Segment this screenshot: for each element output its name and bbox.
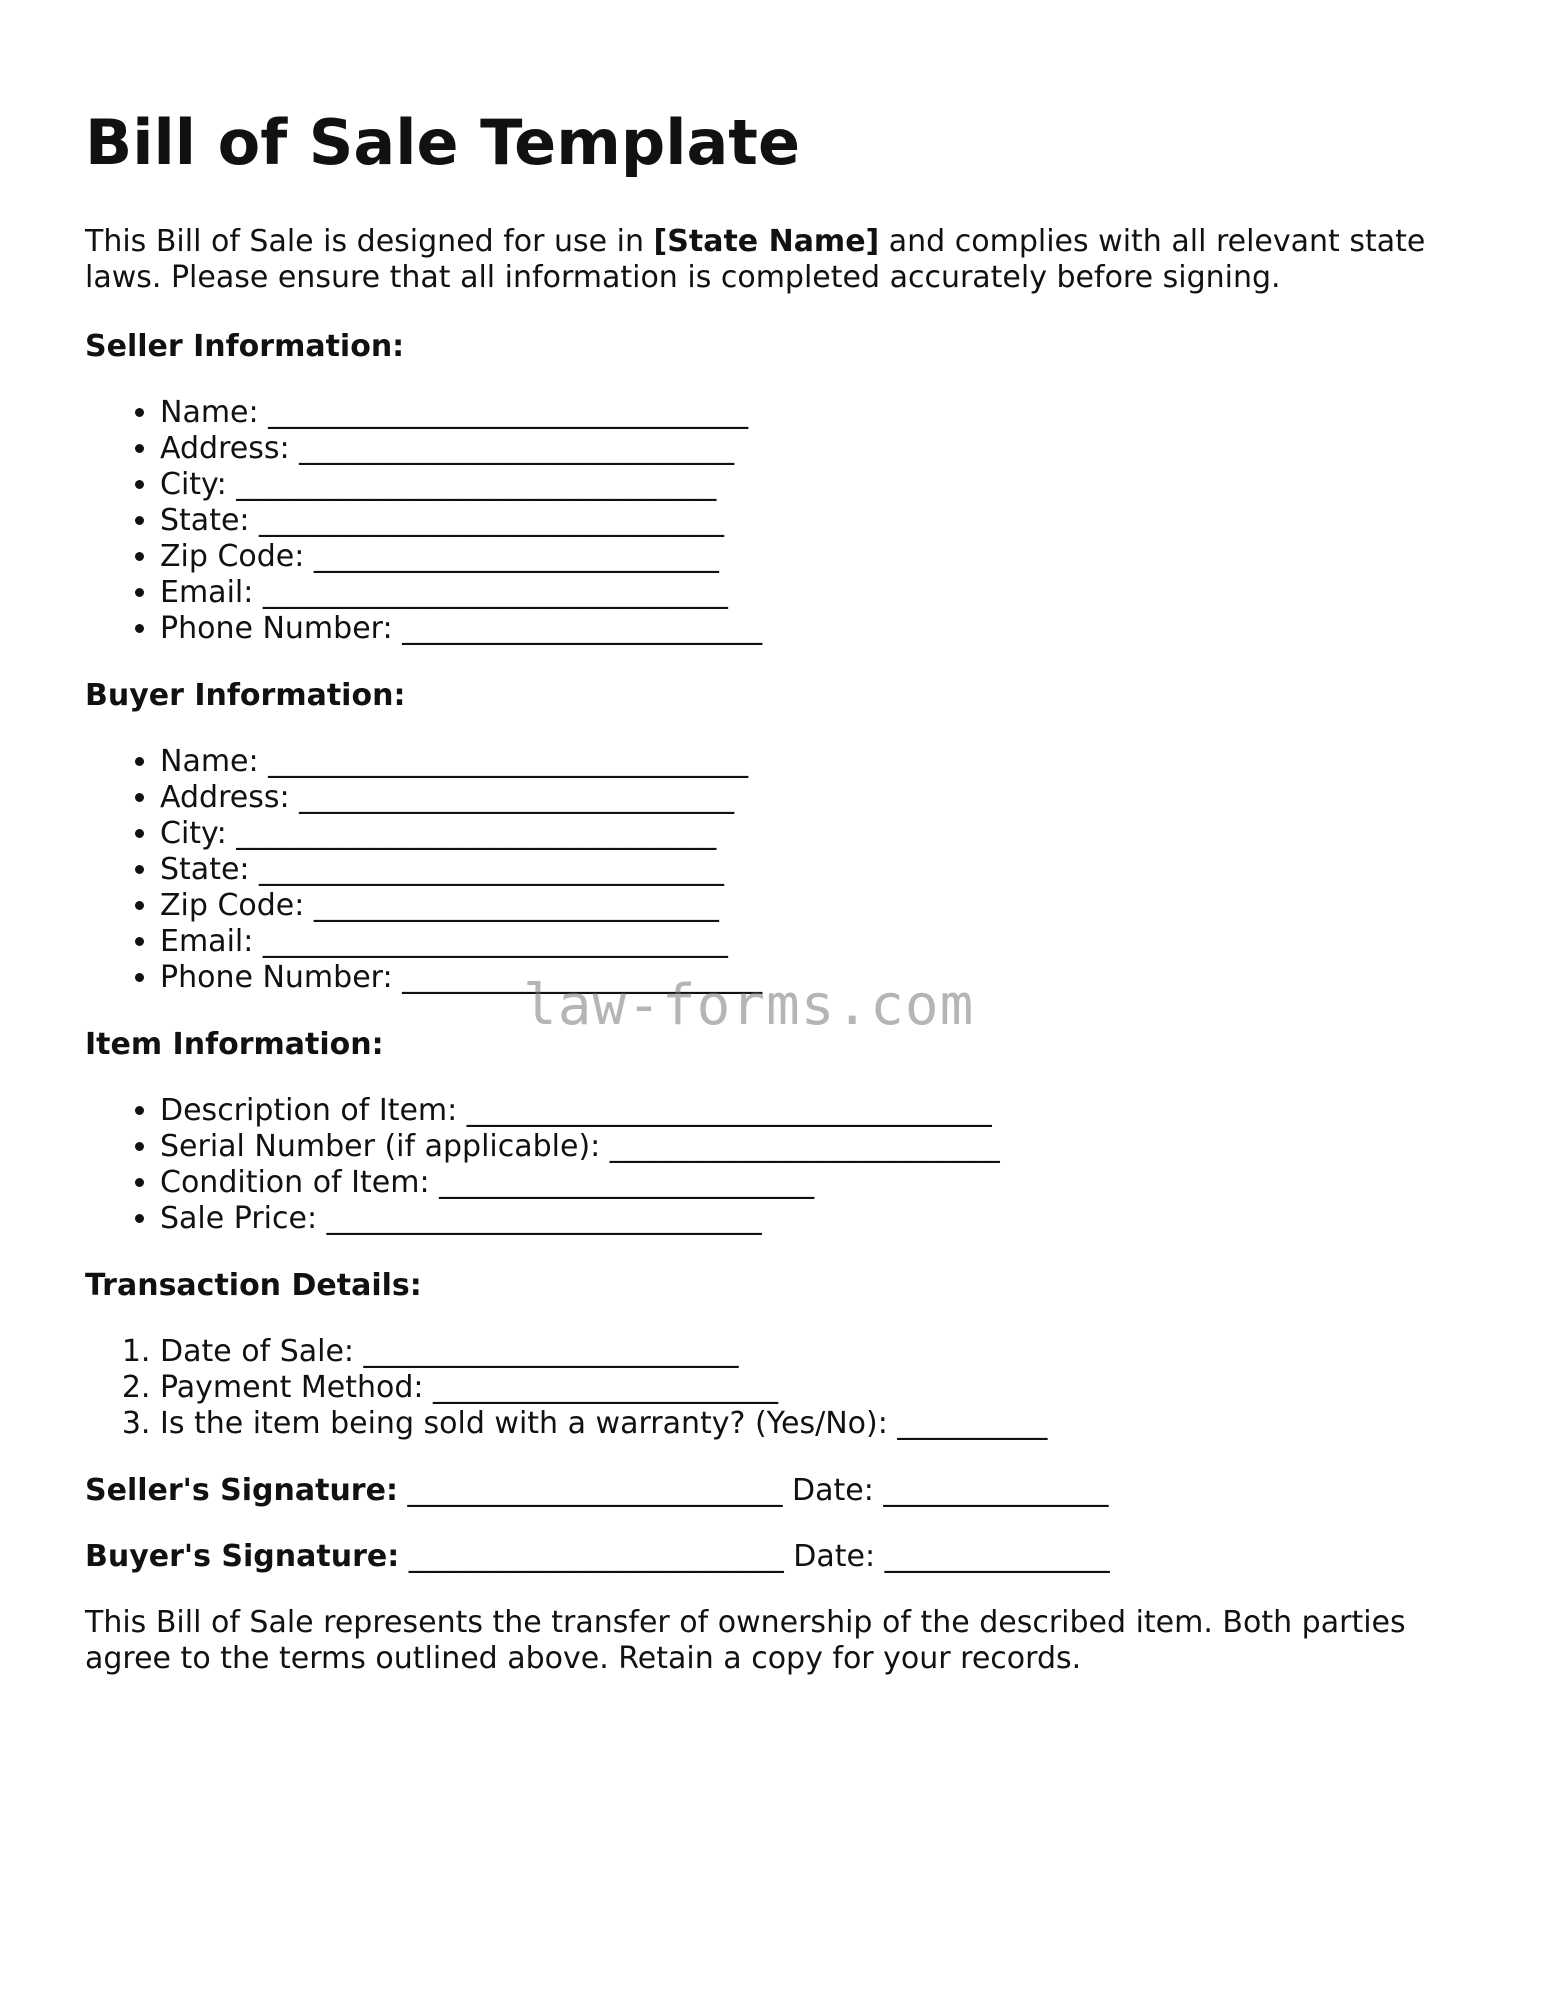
closing-paragraph: This Bill of Sale represents the transfer of ownership of the described item. Both parties agree to the terms outlined above. Retain a copy for your records. (85, 1605, 1406, 1676)
buyer-field-list (85, 744, 1485, 996)
seller-zip-field: • Zip Code: ___________________________ (160, 539, 1485, 575)
buyer-email-field: • Email: _______________________________ (160, 924, 1485, 960)
seller-signature-label: Seller's Signature: (85, 1473, 398, 1508)
transaction-heading: Transaction Details: (85, 1268, 422, 1303)
document-page (85, 102, 1485, 1677)
buyer-phone-field: • Phone Number: ________________________ (160, 960, 1485, 996)
buyer-city-field: • City: ________________________________ (160, 816, 1485, 852)
sale-date-field: 1. Date of Sale: _________________________ (160, 1334, 1485, 1370)
seller-signature-line (85, 1473, 1485, 1509)
seller-field-list (85, 395, 1485, 647)
buyer-zip-field: • Zip Code: ___________________________ (160, 888, 1485, 924)
seller-city-field: • City: ________________________________ (160, 467, 1485, 503)
item-condition-field: • Condition of Item: _________________________ (160, 1165, 1485, 1201)
buyer-signature-line (85, 1539, 1485, 1575)
intro-text-before: This Bill of Sale is designed for use in (85, 224, 654, 259)
state-name-placeholder: [State Name] (653, 224, 880, 259)
buyer-address-field: • Address: _____________________________ (160, 780, 1485, 816)
buyer-heading: Buyer Information: (85, 678, 406, 713)
seller-heading: Seller Information: (85, 329, 405, 364)
seller-phone-field: • Phone Number: ________________________ (160, 611, 1485, 647)
watermark-text: law-forms.com (523, 973, 975, 1038)
seller-address-field: • Address: _____________________________ (160, 431, 1485, 467)
seller-email-field: • Email: _______________________________ (160, 575, 1485, 611)
seller-signature-blanks: _________________________ Date: _______________ (397, 1473, 1109, 1508)
buyer-signature-blanks: _________________________ Date: _______________ (399, 1539, 1110, 1574)
item-serial-field: • Serial Number (if applicable): __________________________ (160, 1129, 1485, 1165)
item-field-list (85, 1093, 1485, 1237)
seller-name-field: • Name: ________________________________ (160, 395, 1485, 431)
buyer-state-field: • State: _______________________________ (160, 852, 1485, 888)
seller-state-field: • State: _______________________________ (160, 503, 1485, 539)
warranty-field: 3. Is the item being sold with a warranty? (Yes/No): __________ (160, 1406, 1485, 1442)
item-description-field: • Description of Item: ___________________________________ (160, 1093, 1485, 1129)
transaction-field-list (85, 1334, 1485, 1442)
document-title: Bill of Sale Template (85, 106, 800, 179)
item-heading: Item Information: (85, 1027, 384, 1062)
intro-paragraph (85, 224, 1485, 296)
intro-text-after: and complies with all relevant state laws. Please ensure that all information is completed accurately before signing. (85, 224, 1426, 295)
item-price-field: • Sale Price: _____________________________ (160, 1201, 1485, 1237)
buyer-signature-label: Buyer's Signature: (85, 1539, 400, 1574)
payment-method-field: 2. Payment Method: _______________________ (160, 1370, 1485, 1406)
buyer-name-field: • Name: ________________________________ (160, 744, 1485, 780)
